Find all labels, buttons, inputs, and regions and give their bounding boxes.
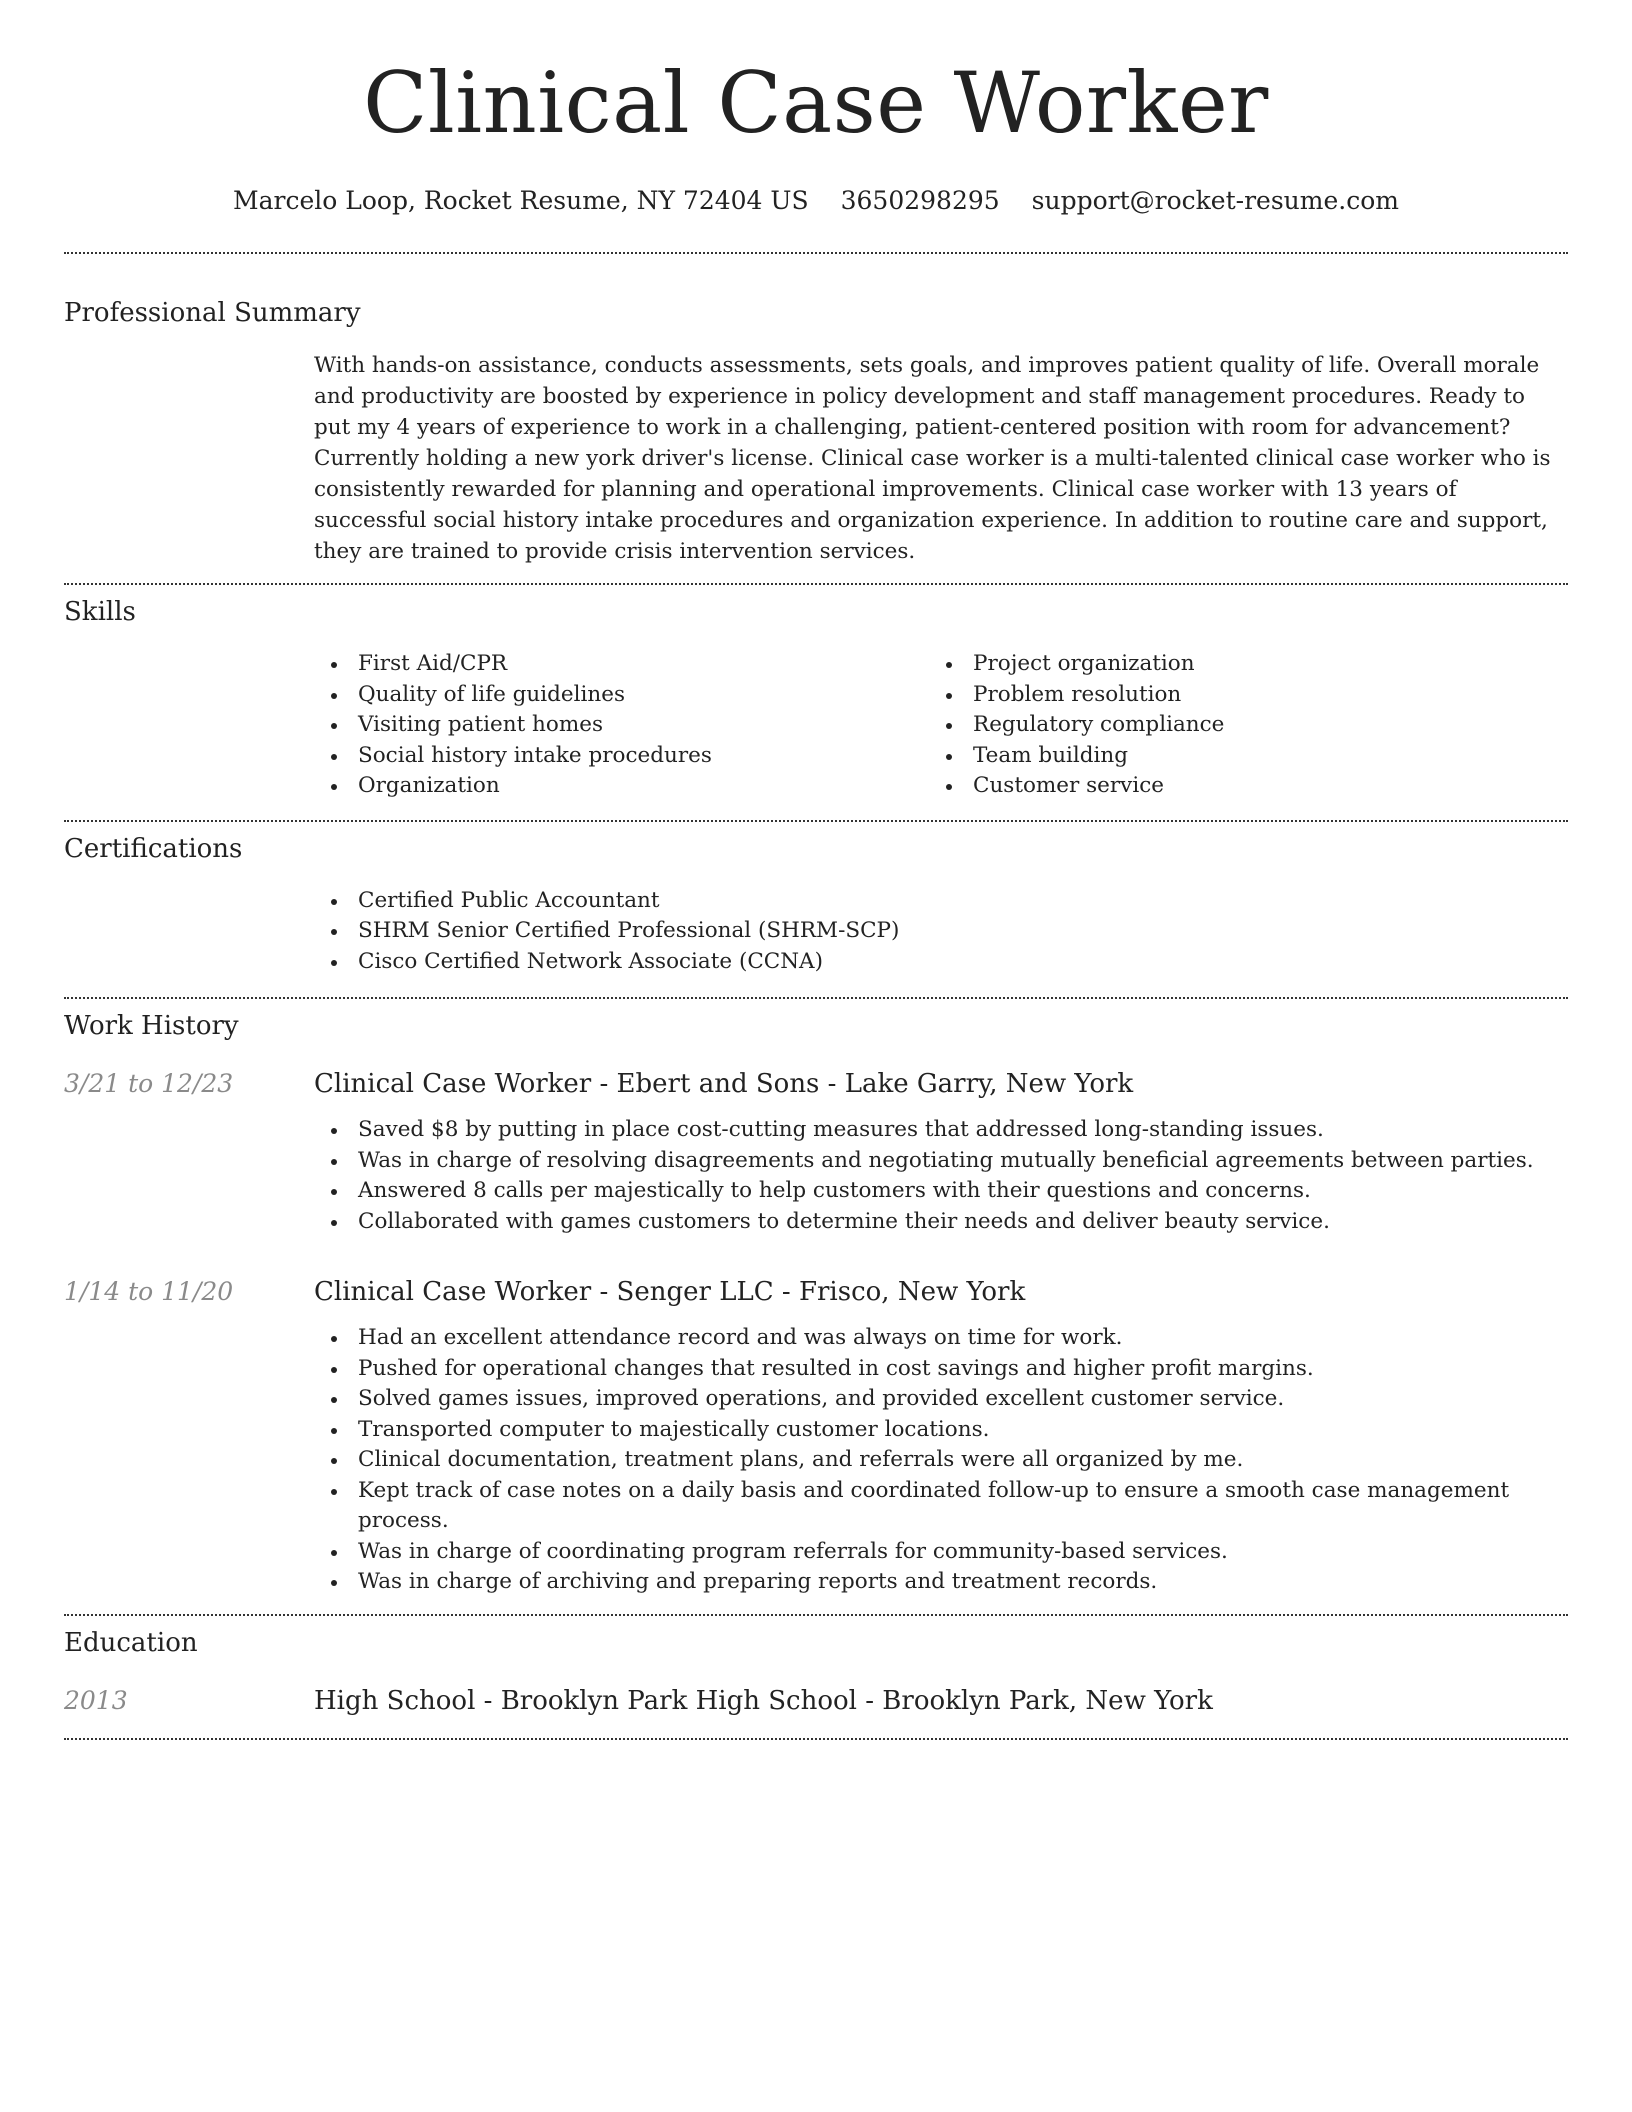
education-entry xyxy=(64,1684,1568,1718)
skills-heading: Skills xyxy=(64,597,136,627)
list-item: Certified Public Accountant xyxy=(314,886,1568,917)
job-details xyxy=(314,1115,1568,1237)
job-dates: 3/21 to 12/23 xyxy=(64,1069,234,1098)
contact-phone: 3650298295 xyxy=(840,186,1000,215)
skills-list-left xyxy=(314,649,929,802)
list-item: Kept track of case notes on a daily basis and coordinated follow-up to ensure a smooth case management process. xyxy=(314,1476,1568,1537)
list-item: First Aid/CPR xyxy=(314,649,929,680)
certifications-heading: Certifications xyxy=(64,833,243,864)
work-history-heading: Work History xyxy=(64,1011,239,1041)
education-heading: Education xyxy=(64,1627,198,1658)
job-title: Clinical Case Worker - Senger LLC - Frisco, New York xyxy=(314,1277,1026,1307)
job-header xyxy=(64,1275,1568,1309)
job-details xyxy=(314,1323,1568,1598)
education-title: High School - Brooklyn Park High School - Brooklyn Park, New York xyxy=(314,1685,1213,1716)
list-item: Social history intake procedures xyxy=(314,741,929,772)
summary-heading: Professional Summary xyxy=(64,298,361,328)
list-item: Customer service xyxy=(929,771,1544,802)
list-item: Had an excellent attendance record and was always on time for work. xyxy=(314,1323,1568,1354)
education-dates: 2013 xyxy=(64,1685,128,1715)
job-bullets xyxy=(314,1323,1568,1598)
list-item: Project organization xyxy=(929,649,1544,680)
divider xyxy=(64,1738,1568,1740)
list-item: Visiting patient homes xyxy=(314,710,929,741)
list-item: Organization xyxy=(314,771,929,802)
list-item: Quality of life guidelines xyxy=(314,680,929,711)
page-title: Clinical Case Worker xyxy=(363,54,1269,152)
job-title: Clinical Case Worker - Ebert and Sons - Lake Garry, New York xyxy=(314,1069,1134,1099)
list-item: Was in charge of resolving disagreements and negotiating mutually beneficial agreements between parties. xyxy=(314,1146,1568,1177)
skills-section xyxy=(64,585,1568,802)
work-history-section xyxy=(64,999,1568,1598)
job-header xyxy=(64,1067,1568,1101)
job-entry xyxy=(64,1275,1568,1598)
summary-content xyxy=(314,350,1568,567)
list-item: SHRM Senior Certified Professional (SHRM-SCP) xyxy=(314,916,1568,947)
certifications-list xyxy=(314,886,1568,978)
education-section xyxy=(64,1616,1568,1718)
list-item: Solved games issues, improved operations, and provided excellent customer service. xyxy=(314,1384,1568,1415)
list-item: Saved $8 by putting in place cost-cutting measures that addressed long-standing issues. xyxy=(314,1115,1568,1146)
list-item: Transported computer to majestically customer locations. xyxy=(314,1415,1568,1446)
list-item: Problem resolution xyxy=(929,680,1544,711)
job-entry xyxy=(64,1067,1568,1237)
list-item: Answered 8 calls per majestically to help customers with their questions and concerns. xyxy=(314,1176,1568,1207)
list-item: Was in charge of coordinating program referrals for community-based services. xyxy=(314,1537,1568,1568)
list-item: Clinical documentation, treatment plans, and referrals were all organized by me. xyxy=(314,1445,1568,1476)
contact-address: Marcelo Loop, Rocket Resume, NY 72404 US xyxy=(233,186,809,215)
list-item: Was in charge of archiving and preparing reports and treatment records. xyxy=(314,1567,1568,1598)
resume-header xyxy=(64,0,1568,218)
job-bullets xyxy=(314,1115,1568,1237)
contact-line xyxy=(64,184,1568,218)
list-item: Regulatory compliance xyxy=(929,710,1544,741)
certifications-content xyxy=(314,886,1568,978)
list-item: Team building xyxy=(929,741,1544,772)
summary-section xyxy=(64,254,1568,567)
skills-grid xyxy=(314,649,1568,802)
certifications-section xyxy=(64,822,1568,978)
contact-email: support@rocket-resume.com xyxy=(1031,186,1399,215)
job-dates: 1/14 to 11/20 xyxy=(64,1277,234,1306)
list-item: Collaborated with games customers to determine their needs and deliver beauty service. xyxy=(314,1207,1568,1238)
list-item: Pushed for operational changes that resulted in cost savings and higher profit margins. xyxy=(314,1354,1568,1385)
list-item: Cisco Certified Network Associate (CCNA) xyxy=(314,947,1568,978)
skills-list-right xyxy=(929,649,1544,802)
summary-text: With hands-on assistance, conducts assessments, sets goals, and improves patient quality of life. Overall morale and productivity are boosted by experience in policy development and staff management procedures. Ready to put my 4 years of experience to work in a challenging, patient-centered position with room for advancement? Currently holding a new york driver's license. Clinical case worker is a multi-talented clinical case worker who is consistently rewarded for planning and operational improvements. Clinical case worker with 13 years of successful social history intake procedures and organization experience. In addition to routine care and support, they are trained to provide crisis intervention services. xyxy=(314,353,1551,564)
